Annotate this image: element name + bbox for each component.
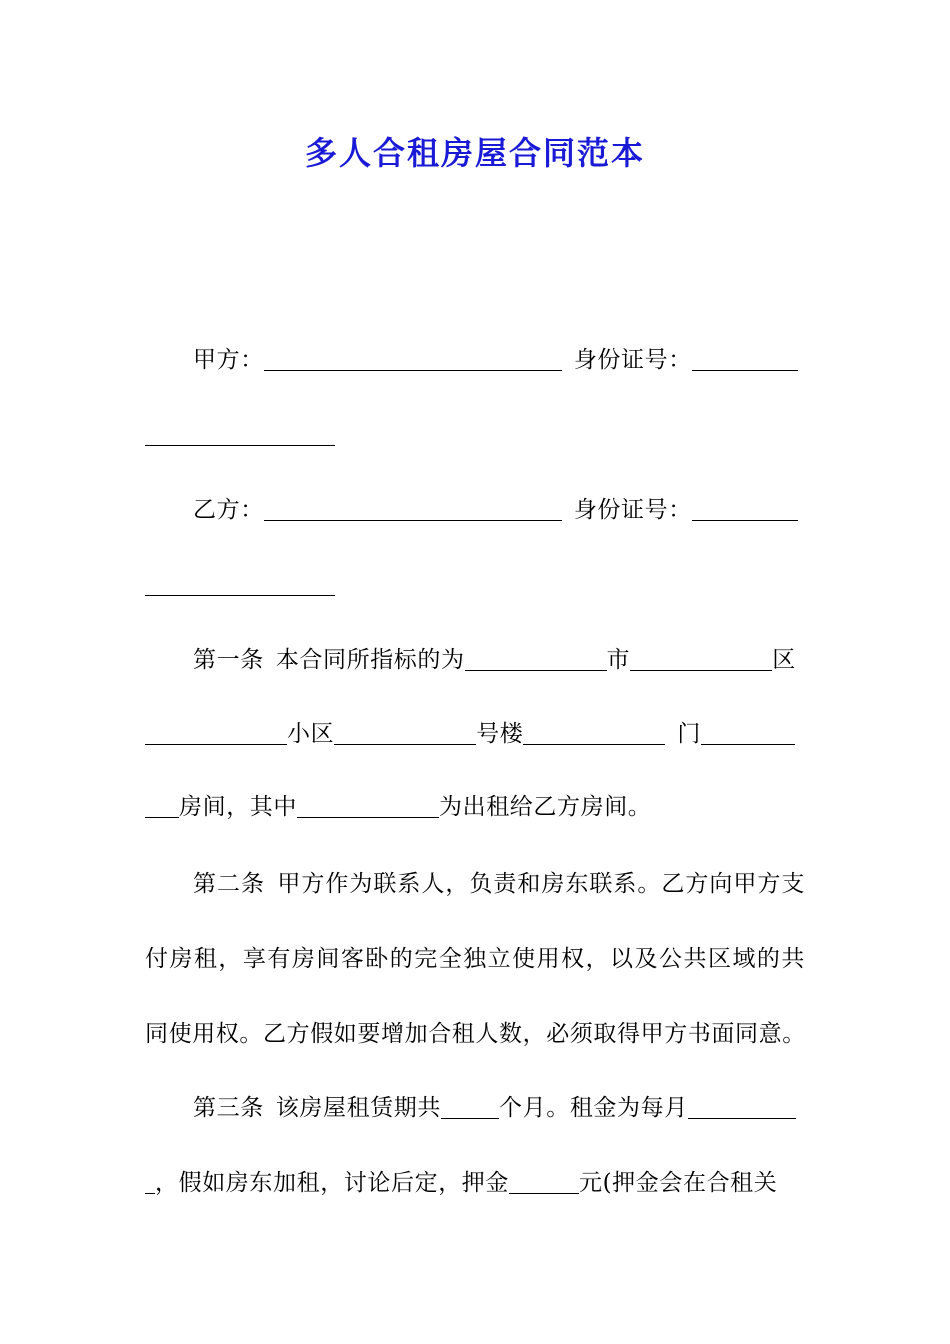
article1-line2 — [145, 717, 805, 751]
party-b-id-label: 身份证号： — [573, 497, 692, 523]
months-blank[interactable] — [441, 1094, 499, 1119]
rent-amount-blank[interactable] — [688, 1094, 796, 1119]
deposit-blank[interactable] — [509, 1169, 579, 1194]
city-blank[interactable] — [465, 646, 607, 671]
district-blank[interactable] — [630, 646, 772, 671]
district-label: 区 — [772, 647, 796, 673]
article2-heading: 第二条 — [193, 871, 265, 897]
article3-text2: ，假如房东加租，讨论后定，押金 — [155, 1170, 509, 1196]
article2-text1: 甲方作为联系人，负责和房东联系。乙方向甲方支 — [277, 871, 805, 897]
article3-line2 — [145, 1166, 805, 1200]
article3-line1 — [193, 1091, 805, 1125]
unit-blank-cont[interactable] — [145, 793, 179, 818]
community-blank[interactable] — [334, 720, 476, 745]
party-a-label: 甲方： — [193, 347, 264, 373]
party-a-line — [193, 343, 805, 377]
party-b-line — [193, 493, 805, 527]
party-a-id-label: 身份证号： — [573, 347, 692, 373]
article2-line3: 同使用权。乙方假如要增加合租人数，必须取得甲方书面同意。 — [145, 1021, 806, 1047]
party-b-id-blank-cont[interactable] — [145, 571, 335, 596]
article1-text1: 本合同所指标的为 — [275, 647, 465, 673]
room-label: 房间，其中 — [179, 794, 297, 820]
unit-blank[interactable] — [701, 720, 795, 745]
months-label: 个月。租金为每月 — [499, 1095, 688, 1121]
party-b-name-blank[interactable] — [264, 496, 562, 521]
article2-line1 — [193, 867, 805, 901]
building-label: 号楼 — [476, 721, 524, 747]
article3-heading: 第三条 — [193, 1095, 264, 1121]
rent-room-label: 为出租给乙方房间。 — [439, 794, 652, 820]
article1-line1 — [193, 643, 805, 677]
party-b-id-continuation — [145, 568, 805, 602]
area-blank[interactable] — [145, 720, 287, 745]
party-a-id-blank[interactable] — [692, 346, 798, 371]
community-label: 小区 — [287, 721, 335, 747]
party-b-id-blank[interactable] — [692, 496, 798, 521]
building-blank[interactable] — [523, 720, 665, 745]
unit-label: 门 — [677, 721, 702, 747]
party-a-id-blank-cont[interactable] — [145, 421, 335, 446]
party-a-id-continuation — [145, 418, 805, 452]
article2-line2: 付房租，享有房间客卧的完全独立使用权，以及公共区域的共 — [145, 946, 805, 972]
article1-heading: 第一条 — [193, 647, 264, 673]
deposit-label: 元(押金会在合租关 — [579, 1170, 778, 1196]
document-title: 多人合租房屋合同范本 — [304, 134, 645, 172]
rent-room-blank[interactable] — [297, 793, 439, 818]
party-a-name-blank[interactable] — [264, 346, 562, 371]
rent-amount-blank-cont[interactable] — [145, 1169, 155, 1194]
article3-text1: 该房屋租赁期共 — [275, 1095, 442, 1121]
city-label: 市 — [606, 647, 631, 673]
article1-line3 — [145, 790, 805, 824]
party-b-label: 乙方： — [193, 497, 264, 523]
